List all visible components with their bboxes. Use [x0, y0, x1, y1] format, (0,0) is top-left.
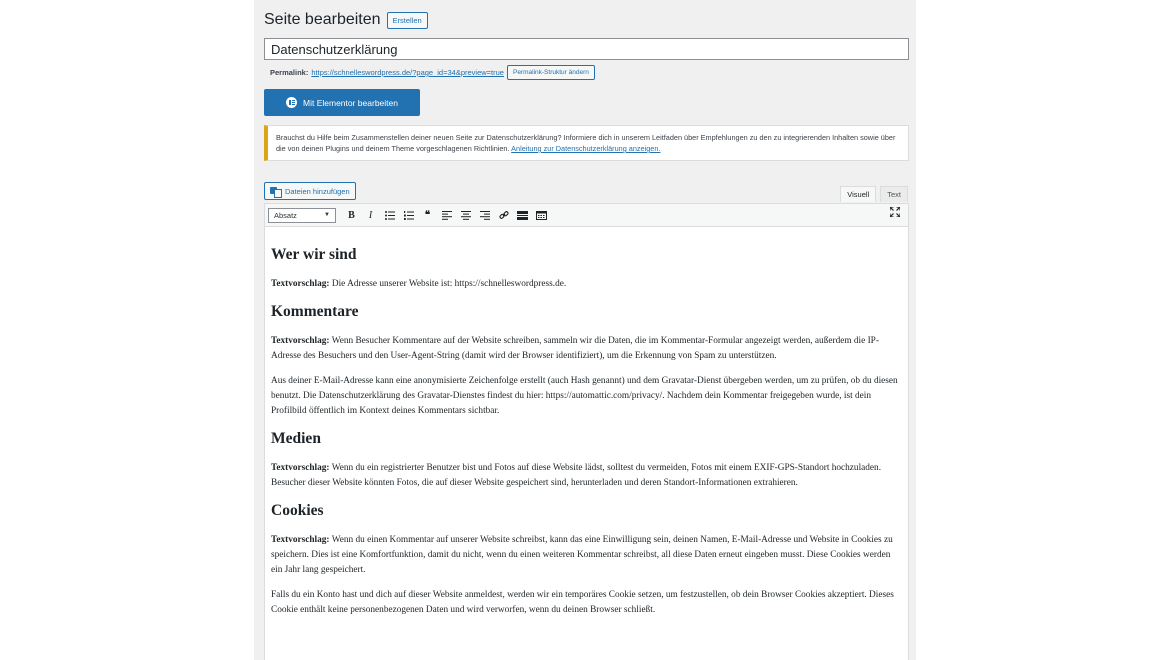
suggestion-label: Textvorschlag:	[271, 535, 330, 545]
editor-screen	[254, 0, 916, 660]
notice-text: Brauchst du Hilfe beim Zusammenstellen deiner neuen Seite zur Datenschutzerklärung? Informiere dich in unserem Leitfaden über Empfehlungen zu den zu integrierenden Inhalten sowie über die von deinen Plugins und deinem Theme vorgeschlagenen Richtlinien.	[276, 133, 896, 153]
add-media-button[interactable]	[264, 182, 356, 200]
suggestion-label: Textvorschlag:	[271, 336, 330, 346]
align-right-icon[interactable]	[475, 206, 494, 224]
elementor-icon	[286, 97, 297, 108]
format-select[interactable]	[268, 208, 336, 223]
paragraph-text: Wenn Besucher Kommentare auf der Website schreiben, sammeln wir die Daten, die im Kommentar-Formular angezeigt werden, außerdem die IP-Adresse des Besuchers und den User-Agent-String (damit wird der Browser identifiziert), um die Erkennung von Spam zu unterstützen.	[271, 336, 879, 361]
permalink-label: Permalink:	[270, 68, 309, 77]
edit-with-elementor-button[interactable]	[264, 89, 420, 116]
add-media-icon	[270, 187, 281, 196]
paragraph-text: Die Adresse unserer Website ist: https://schnelleswordpress.de.	[329, 279, 567, 289]
page-header	[264, 11, 428, 29]
paragraph: Falls du ein Konto hast und dich auf dieser Website anmeldest, werden wir ein temporäres Cookie setzen, um festzustellen, ob dein Browser Cookies akzeptiert. Dieses Cookie enthält keine personenbezogenen Daten und wird verworfen, wenn du deinen Browser schließt.	[271, 590, 894, 615]
privacy-policy-notice	[264, 125, 909, 161]
heading-cookies: Cookies	[271, 502, 324, 519]
fullscreen-icon[interactable]	[890, 207, 900, 220]
elementor-button-label: Mit Elementor bearbeiten	[303, 97, 398, 108]
editor-tabs	[836, 186, 908, 202]
read-more-icon[interactable]	[513, 206, 532, 224]
paragraph	[271, 533, 902, 578]
create-button[interactable]: Erstellen	[387, 12, 428, 29]
paragraph-text: Wenn du einen Kommentar auf unserer Website schreibst, kann das eine Einwilligung sein, deinen Namen, E-Mail-Adresse und Website in Cookies zu speichern. Dies ist eine Komfortfunktion, damit du nicht, wenn du einen weiteren Kommentar schreibst, all diese Daten erneut eingeben musst. Diese Cookies werden ein Jahr lang gespeichert.	[271, 535, 893, 575]
toolbar-toggle-icon[interactable]	[532, 206, 551, 224]
paragraph: Aus deiner E-Mail-Adresse kann eine anonymisierte Zeichenfolge erstellt (auch Hash genannt) und dem Gravatar-Dienst übergeben werden, um zu prüfen, ob du diesen benutzt. Die Datenschutzerklärung des Gravatar-Dienstes findest du hier: https://automattic.com/privacy/. Nachdem dein Kommentar freigegeben wurde, ist dein Profilbild öffentlich im Kontext deines Kommentars sichtbar.	[271, 376, 898, 416]
permalink-row	[270, 65, 595, 80]
heading-medien: Medien	[271, 430, 321, 447]
format-select-value: Absatz	[274, 210, 297, 220]
italic-icon[interactable]: I	[368, 209, 373, 221]
tab-visual[interactable]: Visuell	[840, 186, 876, 202]
paragraph	[271, 461, 902, 491]
add-media-label: Dateien hinzufügen	[285, 186, 350, 196]
bold-icon[interactable]: B	[348, 209, 355, 221]
align-center-icon[interactable]	[456, 206, 475, 224]
permalink-structure-button[interactable]: Permalink-Struktur ändern	[507, 65, 595, 80]
paragraph	[271, 334, 902, 364]
paragraph	[271, 277, 902, 292]
editor-content[interactable]	[264, 227, 909, 660]
blockquote-icon[interactable]: ❝	[424, 209, 431, 221]
post-title-input[interactable]: Datenschutzerklärung	[264, 38, 909, 60]
heading-wer-wir-sind: Wer wir sind	[271, 246, 357, 263]
link-icon[interactable]	[494, 206, 513, 224]
tab-text[interactable]: Text	[880, 186, 908, 202]
page-title: Seite bearbeiten	[264, 11, 381, 28]
chevron-down-icon: ▼	[324, 212, 330, 218]
heading-kommentare: Kommentare	[271, 303, 359, 320]
numbered-list-icon[interactable]	[399, 206, 418, 224]
bullet-list-icon[interactable]	[380, 206, 399, 224]
paragraph-text: Wenn du ein registrierter Benutzer bist und Fotos auf diese Website lädst, solltest du vermeiden, Fotos mit einem EXIF-GPS-Standort hochzuladen. Besucher dieser Website könnten Fotos, die auf dieser Website gespeichert sind, herunterladen und deren Standort-Informationen extrahieren.	[271, 463, 882, 488]
permalink-link[interactable]: https://schnelleswordpress.de/?page_id=34&preview=true	[311, 68, 504, 77]
suggestion-label: Textvorschlag:	[271, 279, 330, 289]
suggestion-label: Textvorschlag:	[271, 463, 330, 473]
privacy-guide-link[interactable]: Anleitung zur Datenschutzerklärung anzeigen.	[511, 144, 661, 153]
align-left-icon[interactable]	[437, 206, 456, 224]
editor-toolbar	[264, 203, 909, 227]
